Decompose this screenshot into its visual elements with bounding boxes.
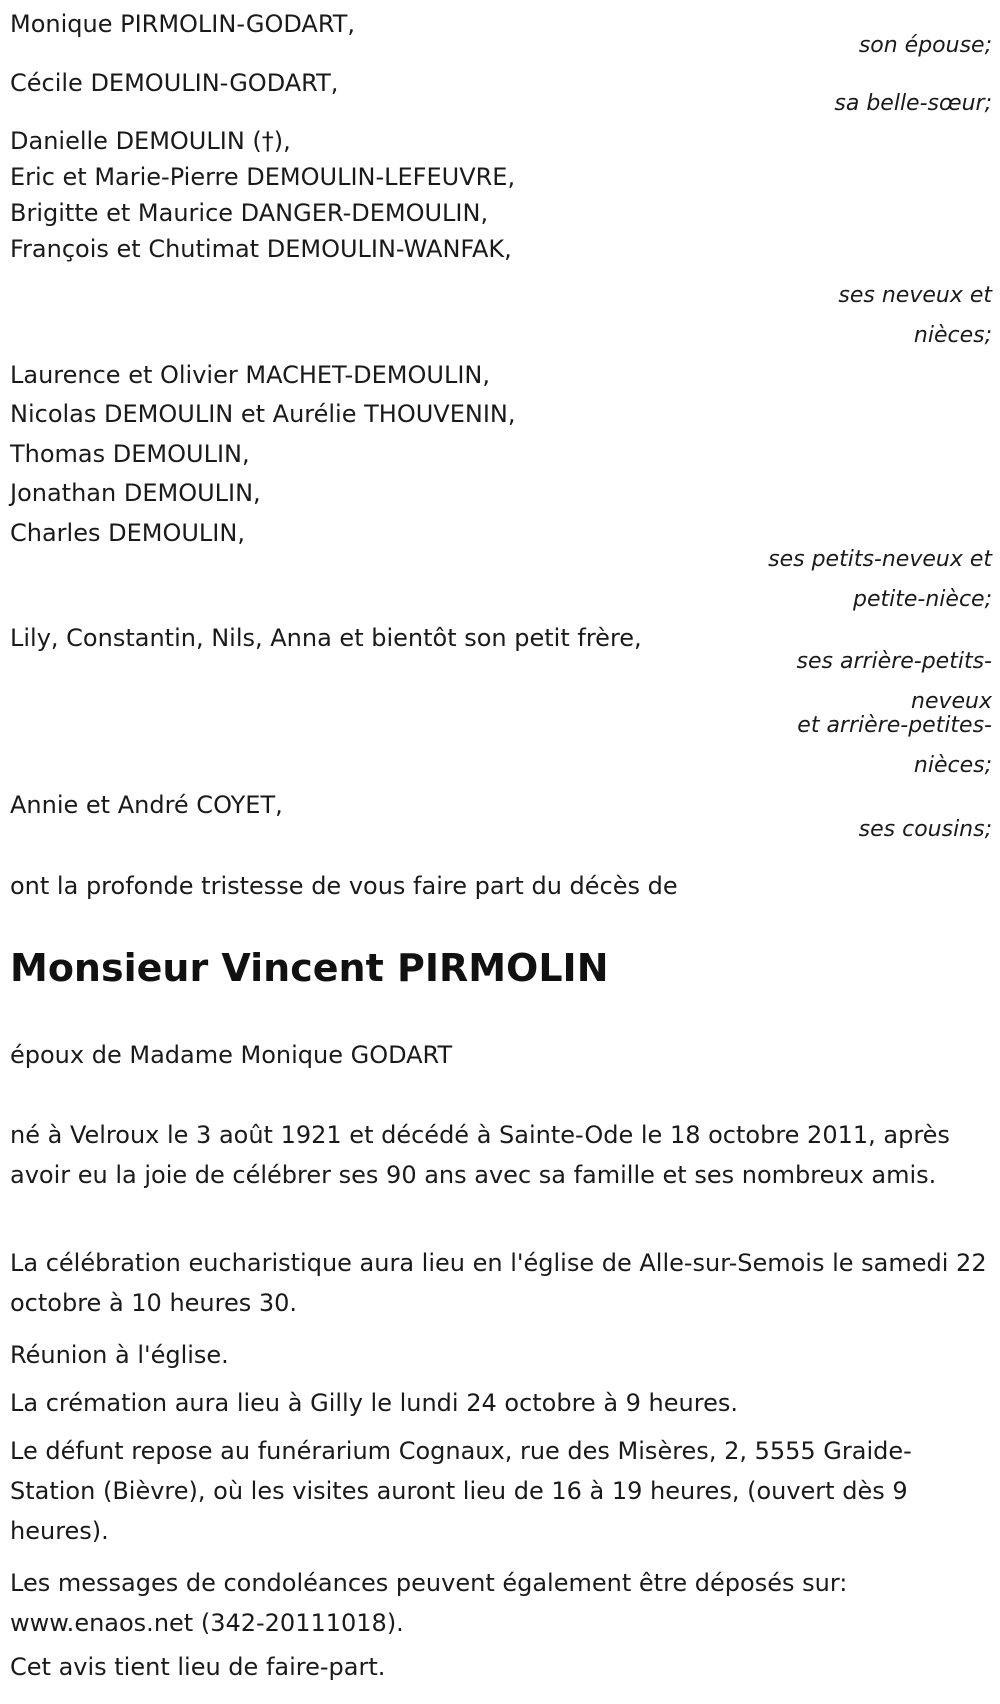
meeting-paragraph: Réunion à l'église. bbox=[10, 1341, 229, 1369]
relation-label: nièces; bbox=[913, 323, 992, 348]
family-member-line: Brigitte et Maurice DANGER-DEMOULIN, bbox=[10, 199, 489, 227]
family-member-line: Nicolas DEMOULIN et Aurélie THOUVENIN, bbox=[10, 400, 516, 428]
relation-label: sa belle-sœur; bbox=[834, 91, 992, 116]
deceased-name: Monsieur Vincent PIRMOLIN bbox=[10, 946, 609, 990]
relation-label: ses cousins; bbox=[858, 817, 992, 842]
relation-label: ses arrière-petits- bbox=[796, 649, 992, 674]
family-member-line: Danielle DEMOULIN (†), bbox=[10, 127, 291, 155]
relation-label: nièces; bbox=[913, 753, 992, 778]
spouse-line: époux de Madame Monique GODART bbox=[10, 1041, 453, 1069]
relation-label: ses petits-neveux et bbox=[768, 547, 992, 572]
family-member-line: François et Chutimat DEMOULIN-WANFAK, bbox=[10, 235, 512, 263]
family-member-line: Annie et André COYET, bbox=[10, 791, 283, 819]
birth-death-paragraph: né à Velroux le 3 août 1921 et décédé à Sainte-Ode le 18 octobre 2011, après avoir eu la joie de célébrer ses 90 ans avec sa famille et ses nombreux amis. bbox=[10, 1121, 950, 1189]
relation-label: ses neveux et bbox=[838, 283, 992, 308]
family-member-line: Laurence et Olivier MACHET-DEMOULIN, bbox=[10, 361, 490, 389]
family-member-line: Jonathan DEMOULIN, bbox=[10, 479, 261, 507]
announcement-text: ont la profonde tristesse de vous faire part du décès de bbox=[10, 872, 678, 900]
condolences-paragraph: Les messages de condoléances peuvent également être déposés sur: www.enaos.net (342-20111018). bbox=[10, 1569, 848, 1637]
family-member-line: Monique PIRMOLIN-GODART, bbox=[10, 10, 356, 38]
family-member-line: Lily, Constantin, Nils, Anna et bientôt son petit frère, bbox=[10, 624, 642, 652]
relation-label: et arrière-petites- bbox=[797, 713, 992, 738]
family-member-line: Charles DEMOULIN, bbox=[10, 519, 245, 547]
family-member-line: Thomas DEMOULIN, bbox=[10, 440, 250, 468]
ceremony-paragraph: La célébration eucharistique aura lieu en l'église de Alle-sur-Semois le samedi 22 octobre à 10 heures 30. bbox=[10, 1249, 987, 1317]
cremation-paragraph: La crémation aura lieu à Gilly le lundi 24 octobre à 9 heures. bbox=[10, 1389, 738, 1417]
funeral-home-paragraph: Le défunt repose au funérarium Cognaux, rue des Misères, 2, 5555 Graide-Station (Bièvre), où les visites auront lieu de 16 à 19 heures, (ouvert dès 9 heures). bbox=[10, 1437, 912, 1545]
relation-label: petite-nièce; bbox=[853, 587, 992, 612]
family-member-line: Eric et Marie-Pierre DEMOULIN-LEFEUVRE, bbox=[10, 163, 516, 191]
relation-label: son épouse; bbox=[858, 33, 992, 58]
relation-label: neveux bbox=[911, 689, 992, 714]
closing-paragraph: Cet avis tient lieu de faire-part. bbox=[10, 1653, 386, 1681]
family-member-line: Cécile DEMOULIN-GODART, bbox=[10, 69, 339, 97]
